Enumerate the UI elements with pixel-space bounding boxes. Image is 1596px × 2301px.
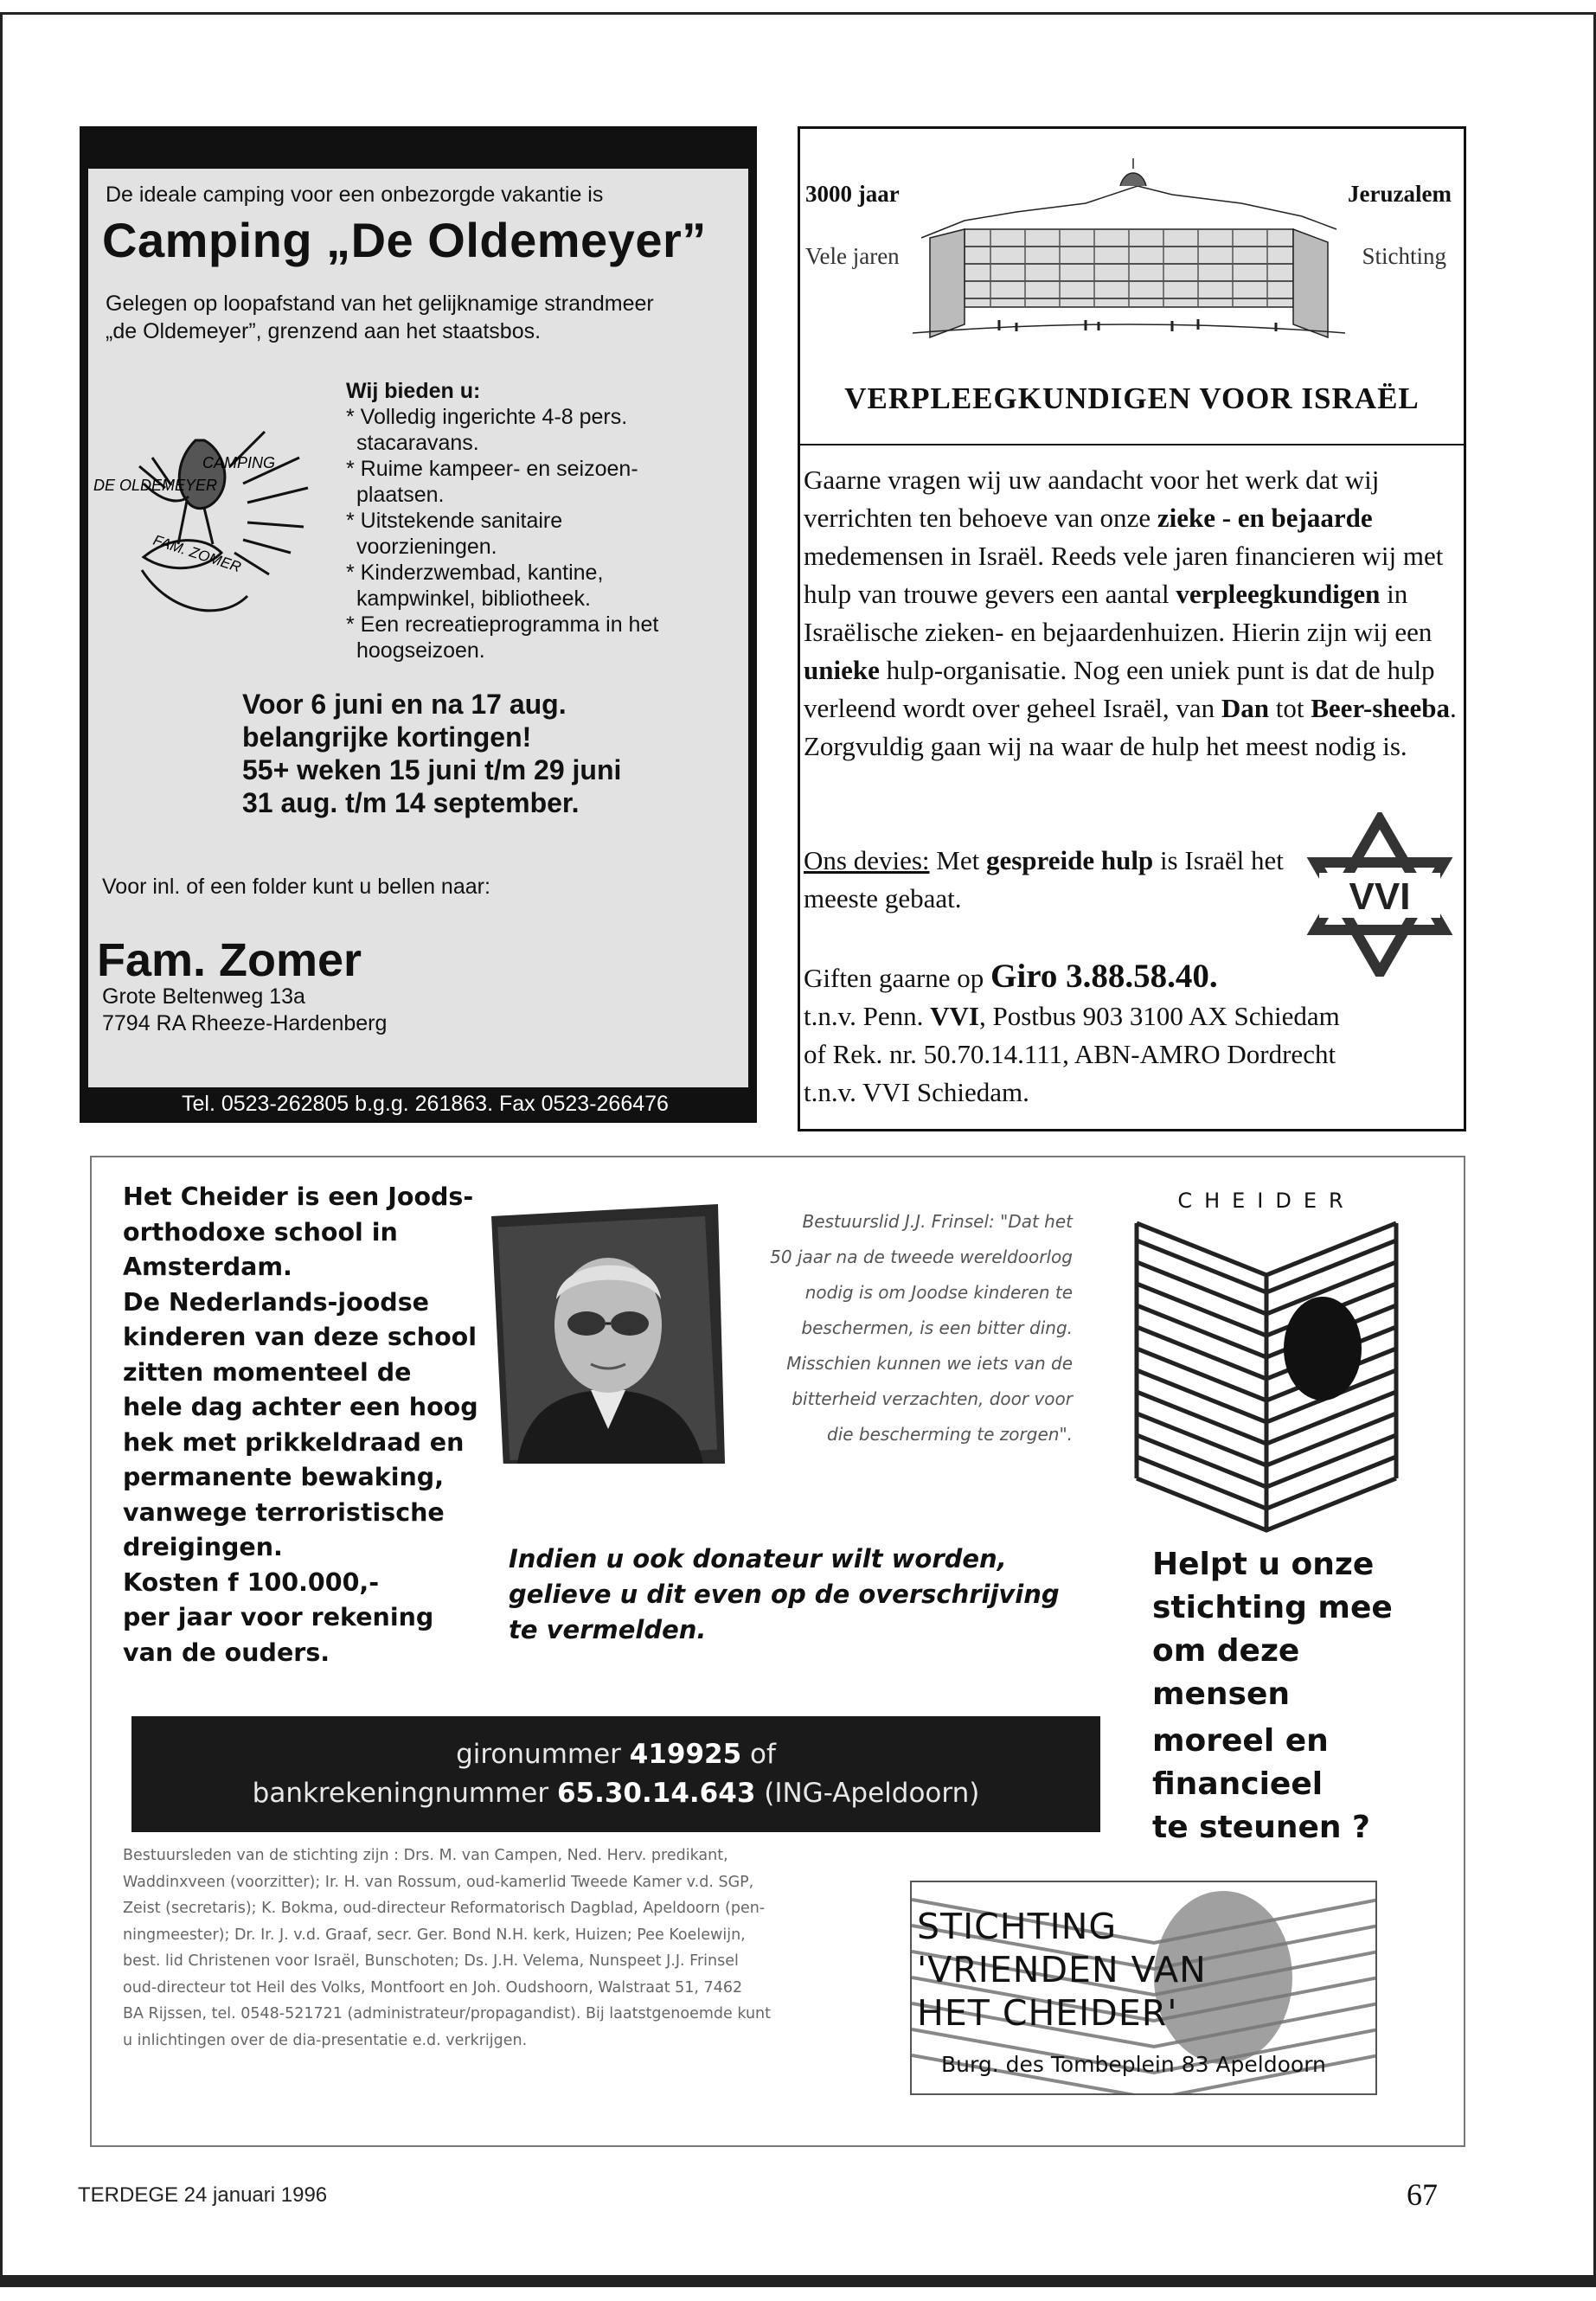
header-left-2: Vele jaren — [805, 243, 900, 269]
foundation-stamp — [910, 1881, 1377, 2095]
offer-line: * Volledig ingerichte 4-8 pers. — [346, 405, 628, 429]
offer-line: voorzieningen. — [356, 535, 497, 559]
divider — [800, 444, 1464, 445]
contact-name: Fam. Zomer — [97, 934, 362, 986]
donor-call: Indien u ook donateur wilt worden, gelieve u dit even op de overschrijving te vermelden. — [509, 1544, 1060, 1644]
offer-line: * Ruime kampeer- en seizoen- — [346, 457, 638, 481]
page-number: 67 — [1407, 2177, 1438, 2212]
camping-logo — [92, 406, 369, 683]
offer-line: * Uitstekende sanitaire — [346, 509, 563, 533]
header-right-1: Jeruzalem — [1348, 181, 1452, 207]
cheider-logo — [1119, 1180, 1413, 1561]
camping-intro: De ideale camping voor een onbezorgde vakantie is — [106, 183, 604, 207]
vvi-logo-text: VVI — [1349, 875, 1411, 918]
logo-camping-text: CAMPING — [202, 454, 276, 471]
offer-line: kampwinkel, bibliotheek. — [356, 586, 591, 611]
logo-owner-text: FAM. ZOMER — [151, 531, 243, 576]
stamp-address: Burg. des Tombeplein 83 Apeldoorn — [941, 2052, 1326, 2077]
board-quote: Bestuurslid J.J. Frinsel: "Dat het 50 jaar na de tweede wereldoorlog nodig is om Joodse kinderen te beschermen, is een bitter ding. Misschien kunnen we iets van de bitterheid verzachten, door voor die bescherming te zorgen". — [770, 1211, 1073, 1445]
publication-info: TERDEGE 24 januari 1996 — [78, 2183, 328, 2207]
top-bar — [88, 129, 748, 169]
camping-offer — [346, 378, 735, 663]
camping-title: Camping „De Oldemeyer” — [102, 213, 707, 267]
cheider-logo-text: CHEIDER — [1177, 1189, 1356, 1213]
contact-address: Grote Beltenweg 13a 7794 RA Rheeze-Hardenberg — [102, 984, 388, 1035]
contact-phone: Tel. 0523-262805 b.g.g. 261863. Fax 0523-266476 — [88, 1087, 748, 1120]
offer-line: * Een recreatieprogramma in het — [346, 612, 659, 637]
logo-name-text: DE OLDEMEYER — [93, 477, 218, 494]
header-left-1: 3000 jaar — [805, 181, 900, 207]
israel-ad — [798, 126, 1466, 1131]
israel-motto: Ons devies: Met gespreide hulp is Israël het meeste gebaat. — [804, 845, 1284, 913]
account-numbers-bar: gironummer 419925 of bankrekeningnummer 65.30.14.643 (ING-Apeldoorn) — [131, 1716, 1100, 1832]
portrait-photo — [491, 1204, 725, 1464]
cheider-intro: Het Cheider is een Joods- orthodoxe school in Amsterdam. De Nederlands-joodse kinderen van deze school zitten momenteel de hele dag achter een hoog hek met prikkeldraad en permanente bewaking, vanwege terroristische dreigingen. Kosten f 100.000,- per jaar voor rekening van de ouders. — [123, 1183, 478, 1667]
offer-line: * Kinderzwembad, kantine, — [346, 561, 604, 585]
israel-body: Gaarne vragen wij uw aandacht voor het werk dat wij verrichten ten behoeve van onze zieke - en bejaarde medemensen in Israël. Reeds vele jaren financieren wij met hulp van trouwe gevers een aantal verpleegkundigen in Israëlische zieken- en bejaardenhuizen. Hierin zijn wij een unieke hulp-organisatie. Nog een uniek punt is dat de hulp verleend wordt over geheel Israël, van Dan tot Beer-sheeba. Zorgvuldig gaan wij na waar de hulp het meest nodig is. — [804, 465, 1457, 761]
help-appeal: Helpt u onze stichting mee om deze mensen moreel en financieel te steunen ? — [1152, 1547, 1393, 1845]
offer-line: stacaravans. — [356, 431, 479, 455]
board-members: Bestuursleden van de stichting zijn : Drs. M. van Campen, Ned. Herv. predikant, Waddinxveen (voorzitter); Ir. H. van Rossum, oud-kamerlid Tweede Kamer v.d. SGP, Zeist (secretaris); K. Bokma, oud-directeur Reformatorisch Dagblad, Apeldoorn (pen- ningmeester); Dr. Ir. J. v.d. Graaf, secr. Ger. Bond N.H. kerk, Huizen; Pee Koelewijn, best. lid Christenen voor Israël, Bunschoten; Ds. J.H. Velema, Nunspeet J.J. Frinsel oud-directeur tot Heil des Volks, Montfoort en Joh. Oudshoorn, Walstraat 51, 7462 BA Rijssen, tel. 0548-521721 (administrateur/propagandist). Bij laatstgenoemde kunt u inlichtingen over de dia-presentatie e.d. verkrijgen. — [123, 1847, 771, 2049]
vvi-logo — [1302, 812, 1458, 977]
jerusalem-illustration — [913, 134, 1345, 342]
israel-title: VERPLEEGKUNDIGEN VOOR ISRAËL — [844, 381, 1420, 415]
offer-line: hoogseizoen. — [356, 638, 485, 663]
header-right-2: Stichting — [1362, 243, 1446, 269]
israel-giro: Giften gaarne op Giro 3.88.58.40. t.n.v. Penn. VVI, Postbus 903 3100 AX Schiedam of Rek. nr. 50.70.14.111, ABN-AMRO Dordrecht t.n.v. VVI Schiedam. — [804, 958, 1340, 1107]
cheider-ad — [90, 1156, 1465, 2147]
offer-line: plaatsen. — [356, 483, 445, 507]
camping-ad — [80, 126, 757, 1123]
camping-deals: Voor 6 juni en na 17 aug. belangrijke kortingen! 55+ weken 15 juni t/m 29 juni 31 aug. t/m 14 september. — [242, 689, 622, 818]
camping-location: Gelegen op loopafstand van het gelijknamige strandmeer „de Oldemeyer”, grenzend aan het staatsbos. — [106, 292, 654, 343]
offer-title: Wij bieden u: — [346, 379, 481, 403]
stamp-title: STICHTING 'VRIENDEN VAN HET CHEIDER' — [917, 1906, 1207, 2034]
camping-info: Voor inl. of een folder kunt u bellen naar: — [102, 875, 490, 899]
